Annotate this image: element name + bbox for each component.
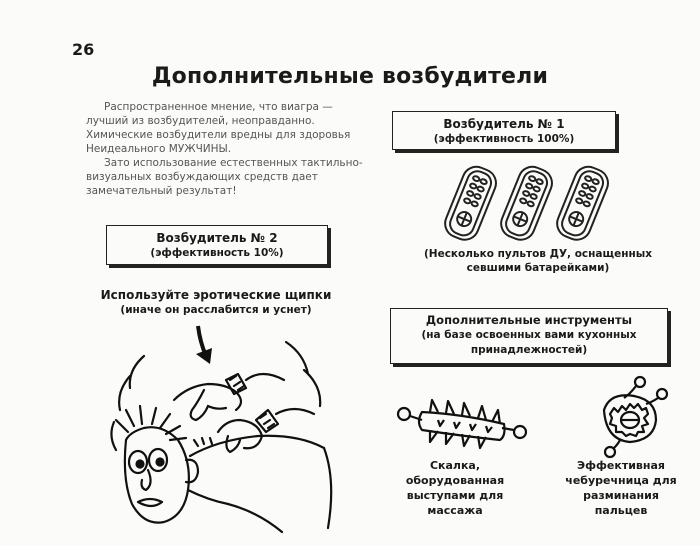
spiked-rolling-pin-icon: [392, 392, 532, 454]
tools-title: Дополнительные инструменты: [425, 313, 633, 327]
cheburek-maker-icon: [590, 374, 670, 460]
page-number: 26: [72, 40, 95, 59]
intro-text: [86, 100, 368, 198]
exciter-2-efficiency: (эффективность 10%): [150, 247, 284, 259]
exciter-1-box: [392, 111, 616, 150]
tools-box: [390, 308, 668, 364]
tools-subtitle: (на базе освоенных вами кухонных принадлежностей): [421, 329, 637, 356]
intro-paragraph-1: Распространенное мнение, что виагра — лучший из возбудителей, неоправданно. Химические возбудители вредны для здоровья Неидеального МУЖЧИНЫ.: [86, 101, 351, 155]
exciter-1-title: Возбудитель № 1: [443, 117, 565, 131]
intro-paragraph-2: Зато использование естественных тактильно-визуальных возбуждающих средств дает замечательный результат!: [86, 157, 363, 197]
exciter-2-title: Возбудитель № 2: [156, 231, 278, 245]
cartoon-man-illustration: [108, 340, 340, 542]
roller-caption: Скалка, оборудованная выступами для массажа: [405, 459, 505, 517]
cheburek-caption: Эффективная чебуречница для разминания пальцев: [565, 459, 677, 517]
exciter-2-box: [106, 225, 328, 265]
exciter-1-efficiency: (эффективность 100%): [433, 133, 575, 145]
exciter-2-note: (иначе он расслабится и уснет): [120, 304, 312, 316]
exciter-1-caption: (Несколько пультов ДУ, оснащенных севшими батарейками): [423, 248, 652, 274]
tv-remote-icon: [440, 160, 616, 244]
page-title: Дополнительные возбудители: [151, 64, 549, 89]
exciter-2-caption: Используйте эротические щипки: [100, 288, 332, 302]
